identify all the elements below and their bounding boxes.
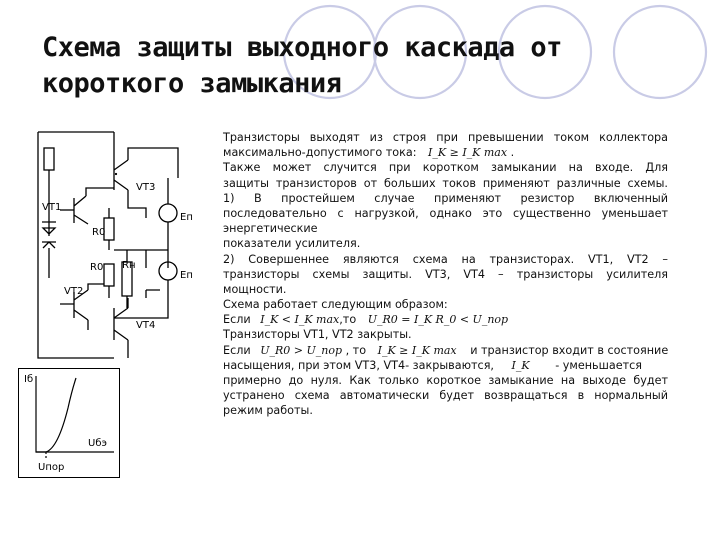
text-line: защиты транзисторов от больших токов применяют различные схемы. [223, 176, 668, 190]
label-r0-bottom: R0 [90, 262, 104, 273]
graph-curve [36, 378, 76, 452]
text-line [223, 312, 668, 327]
text-line: Транзисторы VT1, VT2 закрыты. [223, 328, 412, 342]
graph-x-label-ube: Uбэ [88, 438, 107, 449]
text-fragment: и транзистор входит в состояние [470, 343, 669, 357]
formula: I_K [511, 358, 530, 372]
text-fragment: Если [223, 313, 251, 327]
slide-title [42, 30, 702, 102]
text-line: 2) Совершеннее являются схема на транзисторах. VT1, VT2 – [223, 252, 668, 266]
text-fragment: максимально-допустимого тока: [223, 146, 417, 160]
label-vt2: VT2 [64, 286, 84, 297]
text-line: режим работы. [223, 404, 313, 418]
label-e1: Eп [180, 212, 193, 223]
text-line: 1) В простейшем случае применяют резистор включенный [223, 191, 668, 205]
text-line [223, 343, 668, 358]
title-line-2: короткого замыкания [42, 68, 342, 99]
label-r0-top: R0 [92, 227, 106, 238]
formula: U_R0 > U_пор [260, 343, 342, 357]
text-line: примерно до нуля. Как только короткое замыкание на выходе будет [223, 374, 668, 387]
text-line: транзисторы схемы защиты. VT3, VT4 – транзисторы усилителя [223, 267, 668, 281]
text-line: показатели усилителя. [223, 237, 361, 251]
text-fragment: , то [345, 343, 367, 357]
formula: U_R0 = I_K R_0 < U_пор [367, 313, 509, 327]
text-line: Схема работает следующим образом: [223, 298, 448, 312]
label-vt3: VT3 [136, 182, 156, 193]
text-line: максимально-допустимого тока: I_K ≥ I_K max . [223, 146, 515, 160]
label-vt4: VT4 [136, 320, 156, 331]
text-line: Также может случится при коротком замыкании на входе. Для [223, 161, 668, 175]
label-rn: Rн [122, 260, 136, 271]
body-text [223, 130, 668, 419]
label-e2: Eп [180, 270, 193, 281]
text-line: мощности. [223, 282, 287, 296]
formula: I_K < I_K max [260, 313, 340, 327]
threshold-graph [18, 368, 120, 478]
text-line: Транзисторы выходят из строя при превышении током коллектора [223, 131, 668, 144]
protection-circuit-schematic [18, 118, 218, 368]
graph-x-label-upor: Uпор [38, 462, 65, 473]
title-line-1: Схема защиты выходного каскада от [42, 32, 562, 63]
text-line: последовательно с нагрузкой, однако это существенно уменьшает [223, 206, 668, 220]
graph-y-label: Iб [24, 374, 34, 385]
text-line: устранено схема автоматически будет возвращаться в нормальный [223, 389, 668, 403]
text-line [223, 358, 668, 373]
text-fragment: - уменьшается [555, 358, 643, 372]
text-fragment: насыщения, при этом VT3, VT4- закрываются, [223, 358, 494, 372]
text-fragment: ,то [339, 313, 357, 327]
formula: I_K ≥ I_K max [377, 343, 457, 357]
text-fragment: Если [223, 343, 251, 357]
text-line: энергетические [223, 222, 318, 236]
label-vt1: VT1 [42, 202, 62, 213]
formula: I_K ≥ I_K max [428, 146, 508, 160]
